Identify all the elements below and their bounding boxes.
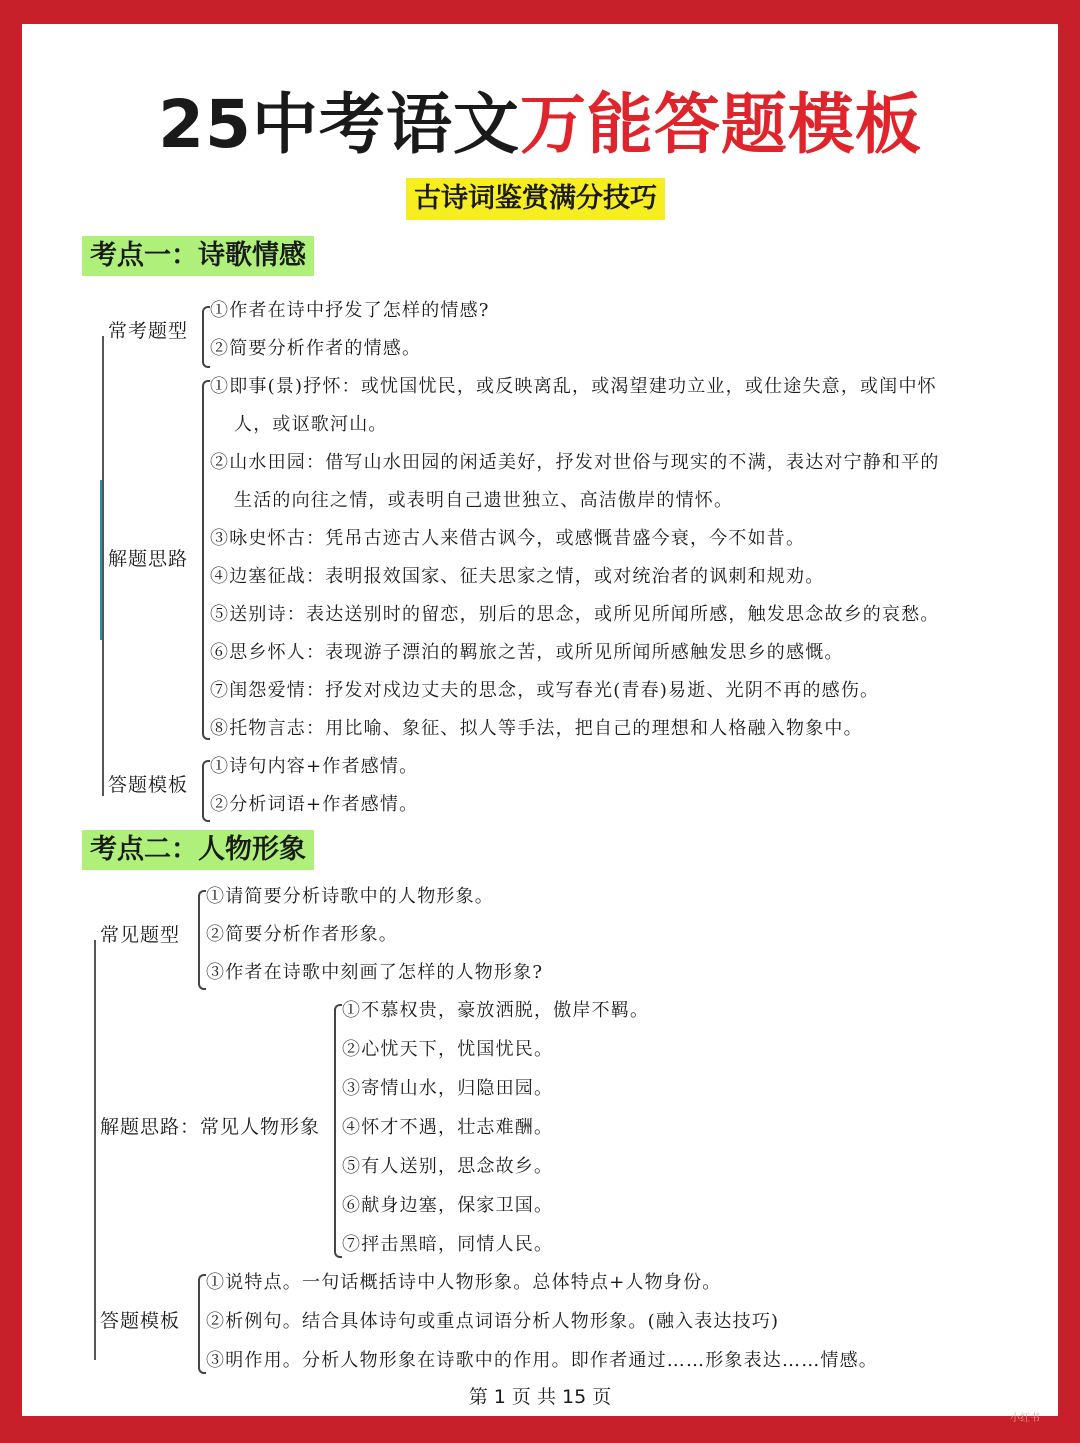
- section2-tree-line: [94, 940, 96, 1360]
- brace: [202, 306, 210, 368]
- list-item: ⑥思乡怀人：表现游子漂泊的羁旅之苦，或所见所闻所感触发思乡的感慨。: [210, 642, 844, 663]
- list-item: ①作者在诗中抒发了怎样的情感?: [210, 300, 490, 321]
- section1-tree-accent: [100, 480, 102, 640]
- list-item: ②简要分析作者形象。: [206, 924, 398, 945]
- list-item: 人，或讴歌河山。: [234, 414, 388, 435]
- section1-cat-template: 答题模板: [108, 774, 189, 796]
- list-item: ⑧托物言志：用比喻、象征、拟人等手法，把自己的理想和人格融入物象中。: [210, 718, 863, 739]
- section1-tree-line: [102, 336, 104, 796]
- list-item: ①请简要分析诗歌中的人物形象。: [206, 886, 494, 907]
- list-item: ④边塞征战：表明报效国家、征夫思家之情，或对统治者的讽刺和规劝。: [210, 566, 825, 587]
- list-item: ①即事(景)抒怀：或忧国忧民，或反映离乱，或渴望建功立业，或仕途失意，或闺中怀: [210, 376, 937, 397]
- list-item: ②析例句。结合具体诗句或重点词语分析人物形象。(融入表达技巧): [206, 1311, 780, 1332]
- list-item: ②山水田园：借写山水田园的闲适美好，抒发对世俗与现实的不满，表达对宁静和平的: [210, 452, 940, 473]
- section2-cat-template: 答题模板: [100, 1310, 181, 1332]
- list-item: ④怀才不遇，壮志难酬。: [342, 1117, 554, 1138]
- section2-heading: 考点二：人物形象: [82, 830, 314, 870]
- list-item: ⑦抨击黑暗，同情人民。: [342, 1234, 554, 1255]
- list-item: ①不慕权贵，豪放洒脱，傲岸不羁。: [342, 1000, 650, 1021]
- list-item: ②分析词语+作者感情。: [210, 794, 419, 815]
- title-part1: 25中考语文: [158, 86, 520, 163]
- list-item: ③作者在诗歌中刻画了怎样的人物形象?: [206, 962, 544, 983]
- list-item: ③咏史怀古：凭吊古迹古人来借古讽今，或感慨昔盛今衰，今不如昔。: [210, 528, 806, 549]
- list-item: ①诗句内容+作者感情。: [210, 756, 419, 777]
- section1-heading: 考点一：诗歌情感: [82, 236, 314, 276]
- brace: [198, 1274, 206, 1374]
- section2-cat-question-types: 常见题型: [100, 924, 181, 946]
- subtitle-banner: 古诗词鉴赏满分技巧: [406, 178, 665, 220]
- page-number: 第 1 页 共 15 页: [468, 1386, 612, 1408]
- title-part2: 万能答题模板: [519, 86, 922, 163]
- document-page: [22, 24, 1058, 1416]
- list-item: ⑦闺怨爱情：抒发对戍边丈夫的思念，或写春光(青春)易逝、光阴不再的感伤。: [210, 680, 880, 701]
- list-item: ②心忧天下，忧国忧民。: [342, 1039, 554, 1060]
- section1-cat-question-types: 常考题型: [108, 320, 189, 342]
- section2-cat-approach: 解题思路：常见人物形象: [100, 1116, 321, 1138]
- brace: [198, 890, 206, 990]
- list-item: ③寄情山水，归隐田园。: [342, 1078, 554, 1099]
- list-item: ⑤送别诗：表达送别时的留恋，别后的思念，或所见所闻所感，触发思念故乡的哀愁。: [210, 604, 940, 625]
- brace: [202, 760, 210, 822]
- section1-cat-approach: 解题思路: [108, 548, 189, 570]
- list-item: ③明作用。分析人物形象在诗歌中的作用。即作者通过……形象表达……情感。: [206, 1350, 878, 1371]
- brace: [334, 1004, 342, 1258]
- list-item: ⑥献身边塞，保家卫国。: [342, 1195, 554, 1216]
- watermark: 小红书: [1010, 1413, 1040, 1424]
- list-item: 生活的向往之情，或表明自己遗世独立、高洁傲岸的情怀。: [234, 490, 734, 511]
- list-item: ②简要分析作者的情感。: [210, 338, 422, 359]
- list-item: ①说特点。一句话概括诗中人物形象。总体特点+人物身份。: [206, 1272, 722, 1293]
- brace: [202, 380, 210, 740]
- list-item: ⑤有人送别，思念故乡。: [342, 1156, 554, 1177]
- page-title: [22, 86, 1058, 163]
